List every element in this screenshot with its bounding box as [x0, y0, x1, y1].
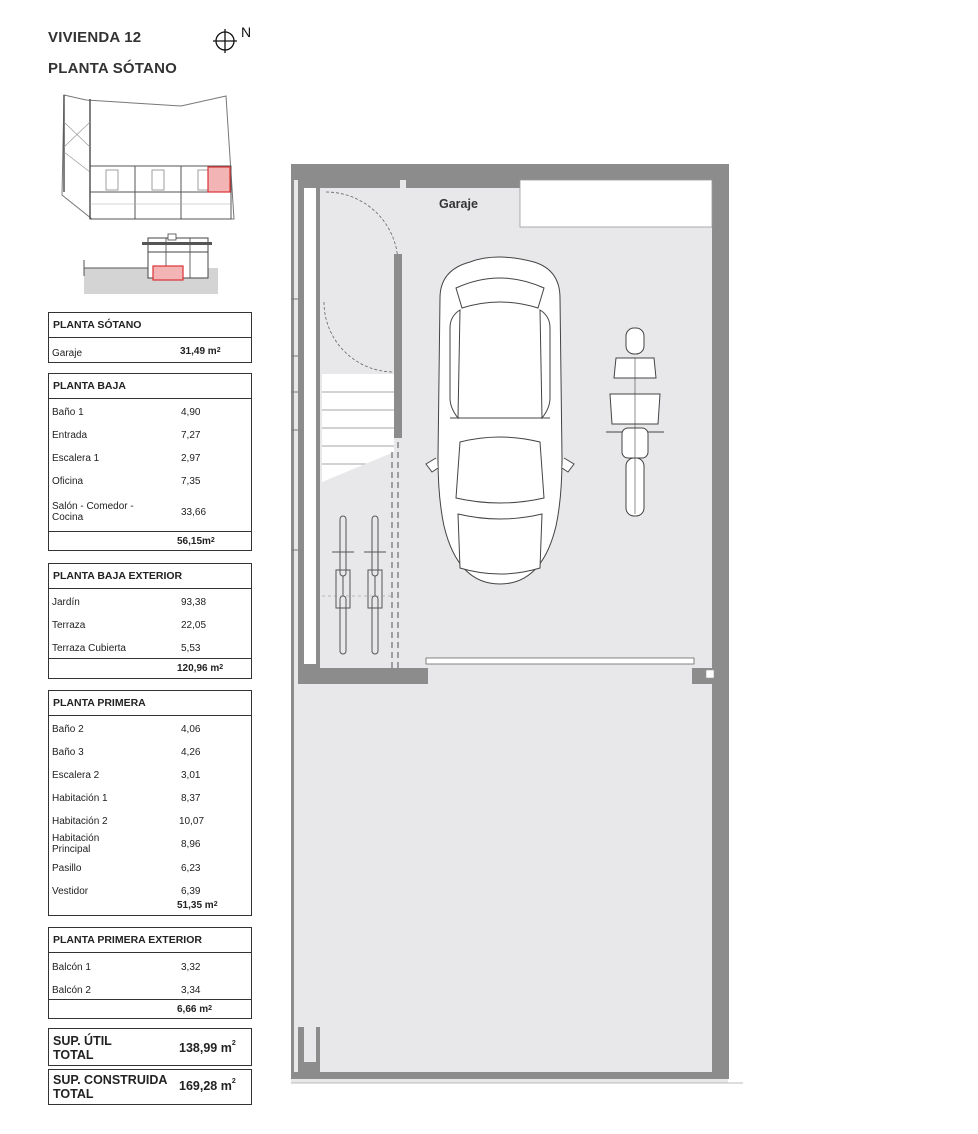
table-total: 6,66 $m^2$ [49, 999, 251, 1019]
row-value: 5,53 [181, 643, 201, 654]
table-planta-sotano [48, 312, 252, 363]
row-name: Terraza [52, 620, 86, 631]
row-value: 7,35 [181, 476, 201, 487]
table-planta-primera [48, 690, 252, 916]
summary-construida-value: 169,28 $m^2$ [179, 1078, 236, 1093]
table-total: 51,35 $m^2$ [177, 900, 218, 911]
page-subtitle: PLANTA SÓTANO [48, 60, 177, 77]
summary-construida [48, 1069, 252, 1105]
row-value: 33,66 [181, 507, 207, 518]
row-value: 2,97 [181, 453, 201, 464]
row-value: 22,05 [181, 620, 207, 631]
row-value: 8,96 [181, 839, 201, 850]
row-value: 6,39 [181, 886, 201, 897]
table-planta-primera-exterior [48, 927, 252, 1019]
car-icon [426, 257, 574, 584]
summary-util-value: 138,99 $m^2$ [179, 1040, 236, 1055]
row-name: Entrada [52, 430, 88, 441]
row-name: Balcón 2 [52, 985, 91, 996]
site-key-plan [56, 92, 236, 222]
row-value: 6,23 [181, 863, 201, 874]
row-name: Escalera 2 [52, 770, 100, 781]
table-planta-baja [48, 373, 252, 551]
summary-util [48, 1028, 252, 1066]
row-name: Balcón 1 [52, 962, 91, 973]
room-label-garaje: Garaje [439, 197, 478, 211]
row-name: Oficina [52, 476, 84, 487]
summary-util-label: SUP. ÚTIL TOTAL [53, 1034, 112, 1062]
section-key-plan [82, 232, 218, 296]
row-name: Habitación 2 [52, 816, 108, 827]
north-label: N [241, 24, 252, 40]
row-value: 8,37 [181, 793, 201, 804]
page-title: VIVIENDA 12 [48, 29, 142, 46]
summary-construida-label: SUP. CONSTRUIDA TOTAL [53, 1073, 167, 1101]
row-name: Baño 3 [52, 747, 84, 758]
row-value: 4,06 [181, 724, 201, 735]
row-value: 3,32 [181, 962, 201, 973]
table-planta-baja-exterior [48, 563, 252, 679]
row-name: Baño 2 [52, 724, 84, 735]
row-name: Baño 1 [52, 407, 84, 418]
table-total: 120,96 $m^2$ [49, 658, 251, 678]
row-value: 4,26 [181, 747, 201, 758]
row-name: Habitación 1 [52, 793, 108, 804]
row-name: Salón - Comedor - Cocina [52, 501, 134, 523]
highlighted-level [153, 266, 183, 280]
row-value: 93,38 [181, 597, 207, 608]
row-name: Terraza Cubierta [52, 643, 126, 654]
floor-plan [288, 162, 748, 1088]
row-name: Garaje [52, 348, 83, 359]
row-name: Escalera 1 [52, 453, 100, 464]
row-value: 3,34 [181, 985, 201, 996]
table-header: PLANTA SÓTANO [49, 313, 251, 338]
table-header: PLANTA BAJA EXTERIOR [49, 564, 251, 589]
table-header: PLANTA PRIMERA [49, 691, 251, 716]
row-value: 31,49 $m^2$ [180, 346, 221, 357]
row-name: Vestidor [52, 886, 89, 897]
table-total: $56,15m^2$ [49, 531, 251, 551]
row-value: 4,90 [181, 407, 201, 418]
highlighted-unit [208, 167, 230, 192]
table-header: PLANTA PRIMERA EXTERIOR [49, 928, 251, 953]
row-name: Pasillo [52, 863, 82, 874]
row-value: 7,27 [181, 430, 201, 441]
row-name: Habitación Principal [52, 833, 100, 855]
row-name: Jardín [52, 597, 80, 608]
table-header: PLANTA BAJA [49, 374, 251, 399]
row-value: 10,07 [179, 816, 205, 827]
row-value: 3,01 [181, 770, 201, 781]
